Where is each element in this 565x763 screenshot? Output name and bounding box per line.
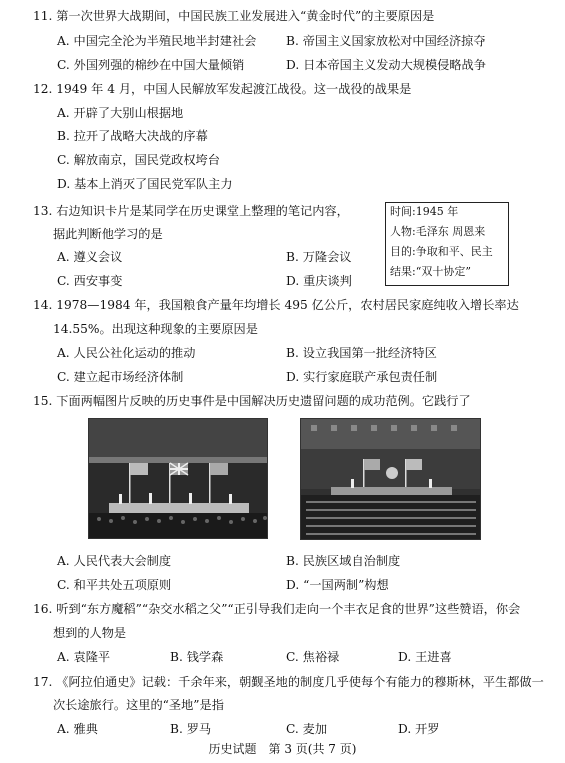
q17-option-b: B. 罗马	[170, 722, 212, 736]
card-line-time: 时间:1945 年	[390, 205, 459, 218]
q12-option-b: B. 拉开了战略大决战的序幕	[57, 129, 208, 143]
q17-stem-line1: 17. 《阿拉伯通史》记载：千余年来，朝觐圣地的制度几乎使每个有能力的穆斯林，平生都做一	[33, 675, 544, 689]
q16-option-c: C. 焦裕禄	[286, 650, 340, 664]
q16-stem-line2: 想到的人物是	[53, 626, 127, 640]
q14-stem-line2: 14.55%。出现这种现象的主要原因是	[53, 322, 258, 336]
card-line-result: 结果:“双十协定”	[390, 265, 471, 278]
q11-stem: 11. 第一次世界大战期间，中国民族工业发展进入“黄金时代”的主要原因是	[33, 9, 435, 23]
q13-option-b: B. 万隆会议	[286, 250, 352, 264]
q13-option-d: D. 重庆谈判	[286, 274, 352, 288]
q11-option-c: C. 外国列强的棉纱在中国大量倾销	[57, 58, 245, 72]
q16-option-b: B. 钱学森	[170, 650, 224, 664]
knowledge-card	[385, 202, 509, 286]
q11-option-d: D. 日本帝国主义发动大规模侵略战争	[286, 58, 486, 72]
q14-stem-line1: 14. 1978—1984 年，我国粮食产量年均增长 495 亿公斤，农村居民家庭纯收入增长率达	[33, 298, 519, 312]
q15-option-d: D. “一国两制”构想	[286, 578, 389, 592]
q17-option-a: A. 雅典	[57, 722, 98, 736]
q13-stem-line1: 13. 右边知识卡片是某同学在历史课堂上整理的笔记内容，	[33, 204, 349, 218]
q13-option-c: C. 西安事变	[57, 274, 123, 288]
q15-option-c: C. 和平共处五项原则	[57, 578, 172, 592]
q17-stem-line2: 次长途旅行。这里的“圣地”是指	[53, 698, 224, 712]
q17-option-d: D. 开罗	[398, 722, 440, 736]
q11-option-a: A. 中国完全沦为半殖民地半封建社会	[57, 34, 257, 48]
card-line-people: 人物:毛泽东 周恩来	[390, 225, 486, 238]
q12-stem: 12. 1949 年 4 月，中国人民解放军发起渡江战役。这一战役的战果是	[33, 82, 412, 96]
q15-option-b: B. 民族区域自治制度	[286, 554, 401, 568]
card-line-purpose: 目的:争取和平、民主	[390, 245, 493, 258]
q11-option-b: B. 帝国主义国家放松对中国经济掠夺	[286, 34, 486, 48]
q14-option-c: C. 建立起市场经济体制	[57, 370, 184, 384]
q13-stem-line2: 据此判断他学习的是	[53, 227, 163, 241]
q14-option-a: A. 人民公社化运动的推动	[57, 346, 196, 360]
handover-photo-right	[300, 418, 481, 540]
q16-option-d: D. 王进喜	[398, 650, 452, 664]
q14-option-d: D. 实行家庭联产承包责任制	[286, 370, 438, 384]
q12-option-d: D. 基本上消灭了国民党军队主力	[57, 177, 233, 191]
q12-option-c: C. 解放南京，国民党政权垮台	[57, 153, 220, 167]
q17-option-c: C. 麦加	[286, 722, 328, 736]
q15-stem: 15. 下面两幅图片反映的历史事件是中国解决历史遗留问题的成功范例。它践行了	[33, 394, 471, 408]
handover-photo-left	[88, 418, 268, 539]
q16-stem-line1: 16. 听到“东方魔稻”“杂交水稻之父”“正引导我们走向一个丰衣足食的世界”这些赞语，你会	[33, 602, 521, 616]
q15-option-a: A. 人民代表大会制度	[57, 554, 172, 568]
q14-option-b: B. 设立我国第一批经济特区	[286, 346, 437, 360]
page-footer: 历史试题 第 3 页(共 7 页)	[208, 742, 357, 756]
q16-option-a: A. 袁隆平	[57, 650, 111, 664]
q13-option-a: A. 遵义会议	[57, 250, 123, 264]
q12-option-a: A. 开辟了大别山根据地	[57, 106, 184, 120]
